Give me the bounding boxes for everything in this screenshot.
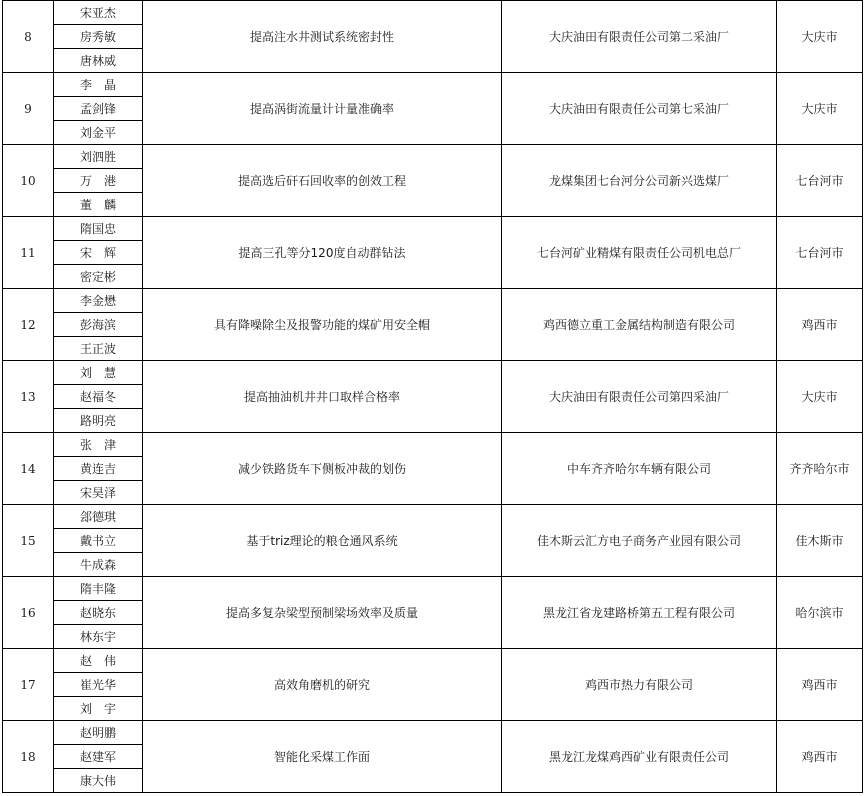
city: 鸡西市 bbox=[777, 289, 863, 361]
city: 佳木斯市 bbox=[777, 505, 863, 577]
organization: 七台河矿业精煤有限责任公司机电总厂 bbox=[502, 217, 777, 289]
row-number: 11 bbox=[3, 217, 54, 289]
city: 七台河市 bbox=[777, 145, 863, 217]
member-name: 牛成森 bbox=[54, 553, 143, 577]
organization: 黑龙江龙煤鸡西矿业有限责任公司 bbox=[502, 721, 777, 793]
organization: 大庆油田有限责任公司第七采油厂 bbox=[502, 73, 777, 145]
award-table-body bbox=[3, 1, 863, 793]
project-title: 智能化采煤工作面 bbox=[143, 721, 502, 793]
member-name: 王正波 bbox=[54, 337, 143, 361]
organization: 大庆油田有限责任公司第四采油厂 bbox=[502, 361, 777, 433]
table-row bbox=[3, 217, 863, 241]
project-title: 减少铁路货车下侧板冲裁的划伤 bbox=[143, 433, 502, 505]
row-number: 16 bbox=[3, 577, 54, 649]
member-name: 彭海滨 bbox=[54, 313, 143, 337]
member-name: 刘泗胜 bbox=[54, 145, 143, 169]
member-name: 林东宇 bbox=[54, 625, 143, 649]
row-number: 14 bbox=[3, 433, 54, 505]
table-row bbox=[3, 73, 863, 97]
table-row bbox=[3, 433, 863, 457]
table-row bbox=[3, 577, 863, 601]
member-name: 宋亚杰 bbox=[54, 1, 143, 25]
row-number: 13 bbox=[3, 361, 54, 433]
member-name: 赵 伟 bbox=[54, 649, 143, 673]
table-row bbox=[3, 289, 863, 313]
project-title: 提高三孔等分120度自动群钻法 bbox=[143, 217, 502, 289]
project-title: 高效角磨机的研究 bbox=[143, 649, 502, 721]
member-name: 宋 辉 bbox=[54, 241, 143, 265]
member-name: 房秀敏 bbox=[54, 25, 143, 49]
row-number: 10 bbox=[3, 145, 54, 217]
member-name: 万 港 bbox=[54, 169, 143, 193]
project-title: 具有降噪除尘及报警功能的煤矿用安全帽 bbox=[143, 289, 502, 361]
table-row bbox=[3, 145, 863, 169]
city: 哈尔滨市 bbox=[777, 577, 863, 649]
project-title: 提高选后矸石回收率的创效工程 bbox=[143, 145, 502, 217]
organization: 大庆油田有限责任公司第二采油厂 bbox=[502, 1, 777, 73]
member-name: 赵福冬 bbox=[54, 385, 143, 409]
project-title: 提高注水井测试系统密封性 bbox=[143, 1, 502, 73]
table-row bbox=[3, 505, 863, 529]
organization: 黑龙江省龙建路桥第五工程有限公司 bbox=[502, 577, 777, 649]
organization: 佳木斯云汇方电子商务产业园有限公司 bbox=[502, 505, 777, 577]
project-title: 基于triz理论的粮仓通风系统 bbox=[143, 505, 502, 577]
organization: 鸡西市热力有限公司 bbox=[502, 649, 777, 721]
city: 大庆市 bbox=[777, 73, 863, 145]
member-name: 刘 宇 bbox=[54, 697, 143, 721]
city: 大庆市 bbox=[777, 1, 863, 73]
member-name: 孟剑锋 bbox=[54, 97, 143, 121]
city: 齐齐哈尔市 bbox=[777, 433, 863, 505]
project-title: 提高涡街流量计计量准确率 bbox=[143, 73, 502, 145]
table-row bbox=[3, 649, 863, 673]
member-name: 郐德琪 bbox=[54, 505, 143, 529]
member-name: 董 麟 bbox=[54, 193, 143, 217]
organization: 龙煤集团七台河分公司新兴选煤厂 bbox=[502, 145, 777, 217]
city: 大庆市 bbox=[777, 361, 863, 433]
organization: 鸡西德立重工金属结构制造有限公司 bbox=[502, 289, 777, 361]
city: 鸡西市 bbox=[777, 721, 863, 793]
member-name: 刘金平 bbox=[54, 121, 143, 145]
member-name: 崔光华 bbox=[54, 673, 143, 697]
member-name: 宋昊泽 bbox=[54, 481, 143, 505]
member-name: 张 津 bbox=[54, 433, 143, 457]
row-number: 17 bbox=[3, 649, 54, 721]
table-row bbox=[3, 721, 863, 745]
row-number: 12 bbox=[3, 289, 54, 361]
member-name: 赵建军 bbox=[54, 745, 143, 769]
member-name: 赵晓东 bbox=[54, 601, 143, 625]
member-name: 隋国忠 bbox=[54, 217, 143, 241]
member-name: 路明亮 bbox=[54, 409, 143, 433]
member-name: 李金懋 bbox=[54, 289, 143, 313]
award-table-sheet bbox=[2, 0, 862, 795]
member-name: 戴书立 bbox=[54, 529, 143, 553]
member-name: 赵明鹏 bbox=[54, 721, 143, 745]
row-number: 18 bbox=[3, 721, 54, 793]
city: 鸡西市 bbox=[777, 649, 863, 721]
table-row bbox=[3, 361, 863, 385]
member-name: 密定彬 bbox=[54, 265, 143, 289]
member-name: 黄连吉 bbox=[54, 457, 143, 481]
city: 七台河市 bbox=[777, 217, 863, 289]
member-name: 康大伟 bbox=[54, 769, 143, 793]
project-title: 提高抽油机井井口取样合格率 bbox=[143, 361, 502, 433]
award-table bbox=[2, 0, 863, 793]
member-name: 刘 慧 bbox=[54, 361, 143, 385]
member-name: 隋丰隆 bbox=[54, 577, 143, 601]
project-title: 提高多复杂梁型预制梁场效率及质量 bbox=[143, 577, 502, 649]
member-name: 唐林威 bbox=[54, 49, 143, 73]
row-number: 8 bbox=[3, 1, 54, 73]
table-row bbox=[3, 1, 863, 25]
row-number: 9 bbox=[3, 73, 54, 145]
row-number: 15 bbox=[3, 505, 54, 577]
member-name: 李 晶 bbox=[54, 73, 143, 97]
organization: 中车齐齐哈尔车辆有限公司 bbox=[502, 433, 777, 505]
